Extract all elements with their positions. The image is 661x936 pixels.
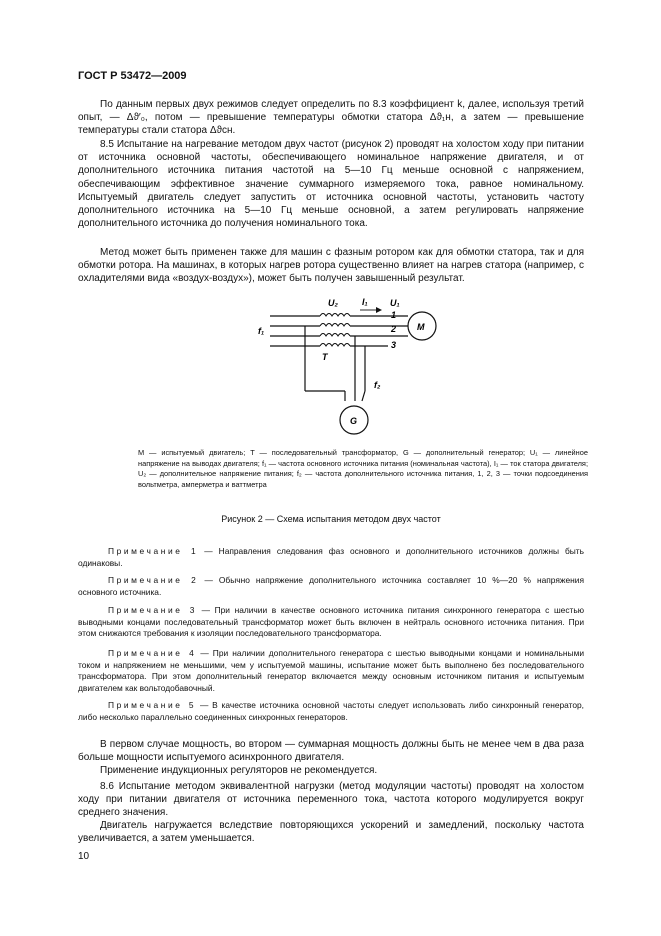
note-label: Примечание 1	[108, 546, 199, 556]
label-m: M	[417, 322, 425, 332]
note-label: Примечание 3	[108, 605, 197, 615]
note-text: — Обычно напряжение дополнительного источника составляет 10 %—20 % напряжения основного источника.	[78, 575, 584, 597]
note-text: — В качестве источника основной частоты следует использовать либо синхронный генератор, либо несколько параллельно соединенных синхронных генераторов.	[78, 700, 584, 722]
label-f2: f₂	[374, 380, 381, 390]
paragraph-method: Метод может быть применен также для машин с фазным ротором как для обмотки статора, так и для обмотки ротора. На машинах, в которых нагрев ротора существенно влияет на нагрев статора (например, с охладителями вида «воздух-воздух»), может быть получен завышенный результат.	[78, 247, 584, 285]
figure-title: Рисунок 2 — Схема испытания методом двух частот	[221, 514, 441, 524]
paragraph-regulators: Применение индукционных регуляторов не рекомендуется.	[100, 765, 378, 776]
label-3: 3	[391, 340, 397, 350]
phase-lines	[270, 316, 408, 401]
note-1	[78, 546, 584, 569]
label-f1: f₁	[258, 326, 265, 336]
label-u1: U₁	[390, 298, 400, 308]
transformer-coils	[320, 314, 350, 347]
note-text: — При наличии дополнительного генератора с шестью выводными концами и номинальными током и напряжением не меньшими, чем у испытуемой машины, испытание может быть выполнено без последовательного трансформатора. При этом дополнительный генератор включается между основным источником питания и испытуемым двигателем как вольтодобавочный.	[78, 648, 584, 693]
label-t: T	[322, 352, 328, 362]
figure-legend: M — испытуемый двигатель; T — последовательный трансформатор, G — дополнительный генератор; U₁ — линейное напряжение на выводах двигателя; f₁ — частота основного источника питания (номинальная частота), I₁ — ток статора двигателя; U₂ — дополнительное напряжение питания; f₂ — частота дополнительного источника питания, 1, 2, 3 — точки подсоединения вольтметра, амперметра и ваттметра	[138, 448, 588, 489]
note-2	[78, 575, 584, 598]
paragraph-8-5: 8.5 Испытание на нагревание методом двух частот (рисунок 2) проводят на холостом ходу при питании от источника основной частоты, обеспечивающего номинальное напряжение двигателя, и от дополнительного источника питания частотой на 5—10 Гц меньше основной с напряжением, обеспечивающим эффективное значение суммарного измеряемого тока, равное номинальному. Испытуемый двигатель следует запустить от источника основной частоты, установить частоту дополнительного источника на 5—10 Гц меньше основной, а затем регулировать напряжение дополнительного источника до получения номинального тока.	[78, 139, 584, 230]
note-4	[78, 648, 584, 694]
paragraph-1: По данным первых двух режимов следует определить по 8.3 коэффициент k, далее, используя третий опыт, — Δϑ′₀, потом — превышение температуры обмотки статора Δϑ₁н, а затем — превышение температуры стали статора Δϑсн.	[78, 99, 584, 137]
note-label: Примечание 4	[108, 648, 197, 658]
paragraph-8-6: 8.6 Испытание методом эквивалентной нагрузки (метод модуляции частоты) проводят на холостом ходу при питании двигателя от источника переменного тока, частота которого модулируется вокруг среднего значения.	[78, 781, 584, 819]
paragraph-acceleration: Двигатель нагружается вследствие повторяющихся ускорений и замедлений, поскольку частота увеличивается, а затем уменьшается.	[78, 820, 584, 845]
note-text: — Направления следования фаз основного и дополнительного источников должны быть одинаковы.	[78, 546, 584, 568]
note-label: Примечание 5	[108, 700, 197, 710]
label-u2: U₂	[328, 298, 338, 308]
note-3	[78, 605, 584, 640]
label-1: 1	[391, 310, 397, 320]
page-number: 10	[78, 851, 90, 862]
note-label: Примечание 2	[108, 575, 199, 585]
note-text: — При наличии в качестве основного источника питания синхронного генератора с шестью выводными концами последовательный трансформатор может быть включен в нейтраль основного источника питания. При этом снижаются требования к изоляции последовательного трансформатора.	[78, 605, 584, 639]
label-2: 2	[391, 324, 397, 334]
circuit-diagram	[250, 296, 440, 442]
paragraph-power: В первом случае мощность, во втором — суммарная мощность должны быть не менее чем в два раза больше мощности испытуемого асинхронного двигателя.	[78, 739, 584, 764]
label-g: G	[350, 416, 358, 426]
label-i1: I₁	[362, 297, 368, 307]
document-header: ГОСТ Р 53472—2009	[78, 70, 187, 82]
note-5	[78, 700, 584, 723]
